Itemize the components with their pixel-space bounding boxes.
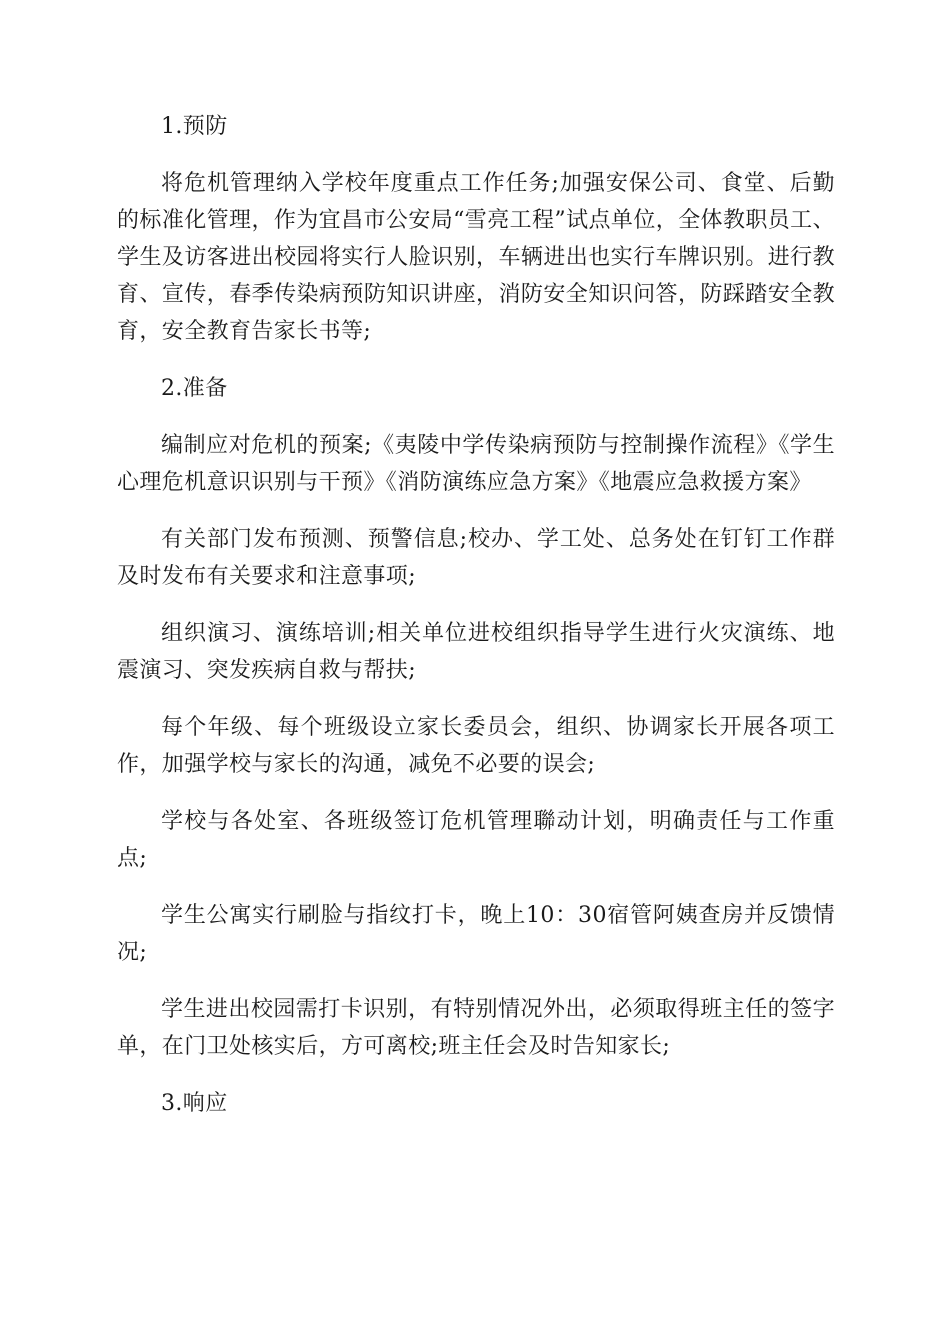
paragraph-drills: 组织演习、演练培训;相关单位进校组织指导学生进行火灾演练、地震演习、突发疾病自救与帮扶; [117,621,835,683]
document-body [117,108,835,1142]
paragraph-linkage-plan: 学校与各处室、各班级签订危机管理聯动计划，明确责任与工作重点; [117,809,835,871]
paragraph-campus-access: 学生进出校园需打卡识别，有特别情况外出，必须取得班主任的签字单，在门卫处核实后，方可离校;班主任会及时告知家长; [117,997,835,1059]
paragraph-parent-committee: 每个年级、每个班级设立家长委员会，组织、协调家长开展各项工作，加强学校与家长的沟通，减免不必要的误会; [117,715,835,777]
paragraph-prevention: 将危机管理纳入学校年度重点工作任务;加强安保公司、食堂、后勤的标准化管理，作为宜昌市公安局“雪亮工程”试点单位，全体教职员工、学生及访客进出校园将实行人脸识别，车辆进出也实行车牌识别。进行教育、宣传，春季传染病预防知识讲座，消防安全知识问答，防踩踏安全教育，安全教育告家长书等; [117,171,835,344]
paragraph-plans: 编制应对危机的预案;《夷陵中学传染病预防与控制操作流程》《学生心理危机意识识别与干预》《消防演练应急方案》《地震应急救援方案》 [117,433,835,495]
section-heading-prevention: 1.预防 [161,114,228,139]
section-heading-response: 3.响应 [161,1091,228,1116]
section-heading-preparation: 2.准备 [161,376,228,401]
paragraph-warnings: 有关部门发布预测、预警信息;校办、学工处、总务处在钉钉工作群及时发布有关要求和注意事项; [117,527,835,589]
paragraph-dormitory: 学生公寓实行刷脸与指纹打卡，晚上10：30宿管阿姨查房并反馈情况; [117,903,835,965]
